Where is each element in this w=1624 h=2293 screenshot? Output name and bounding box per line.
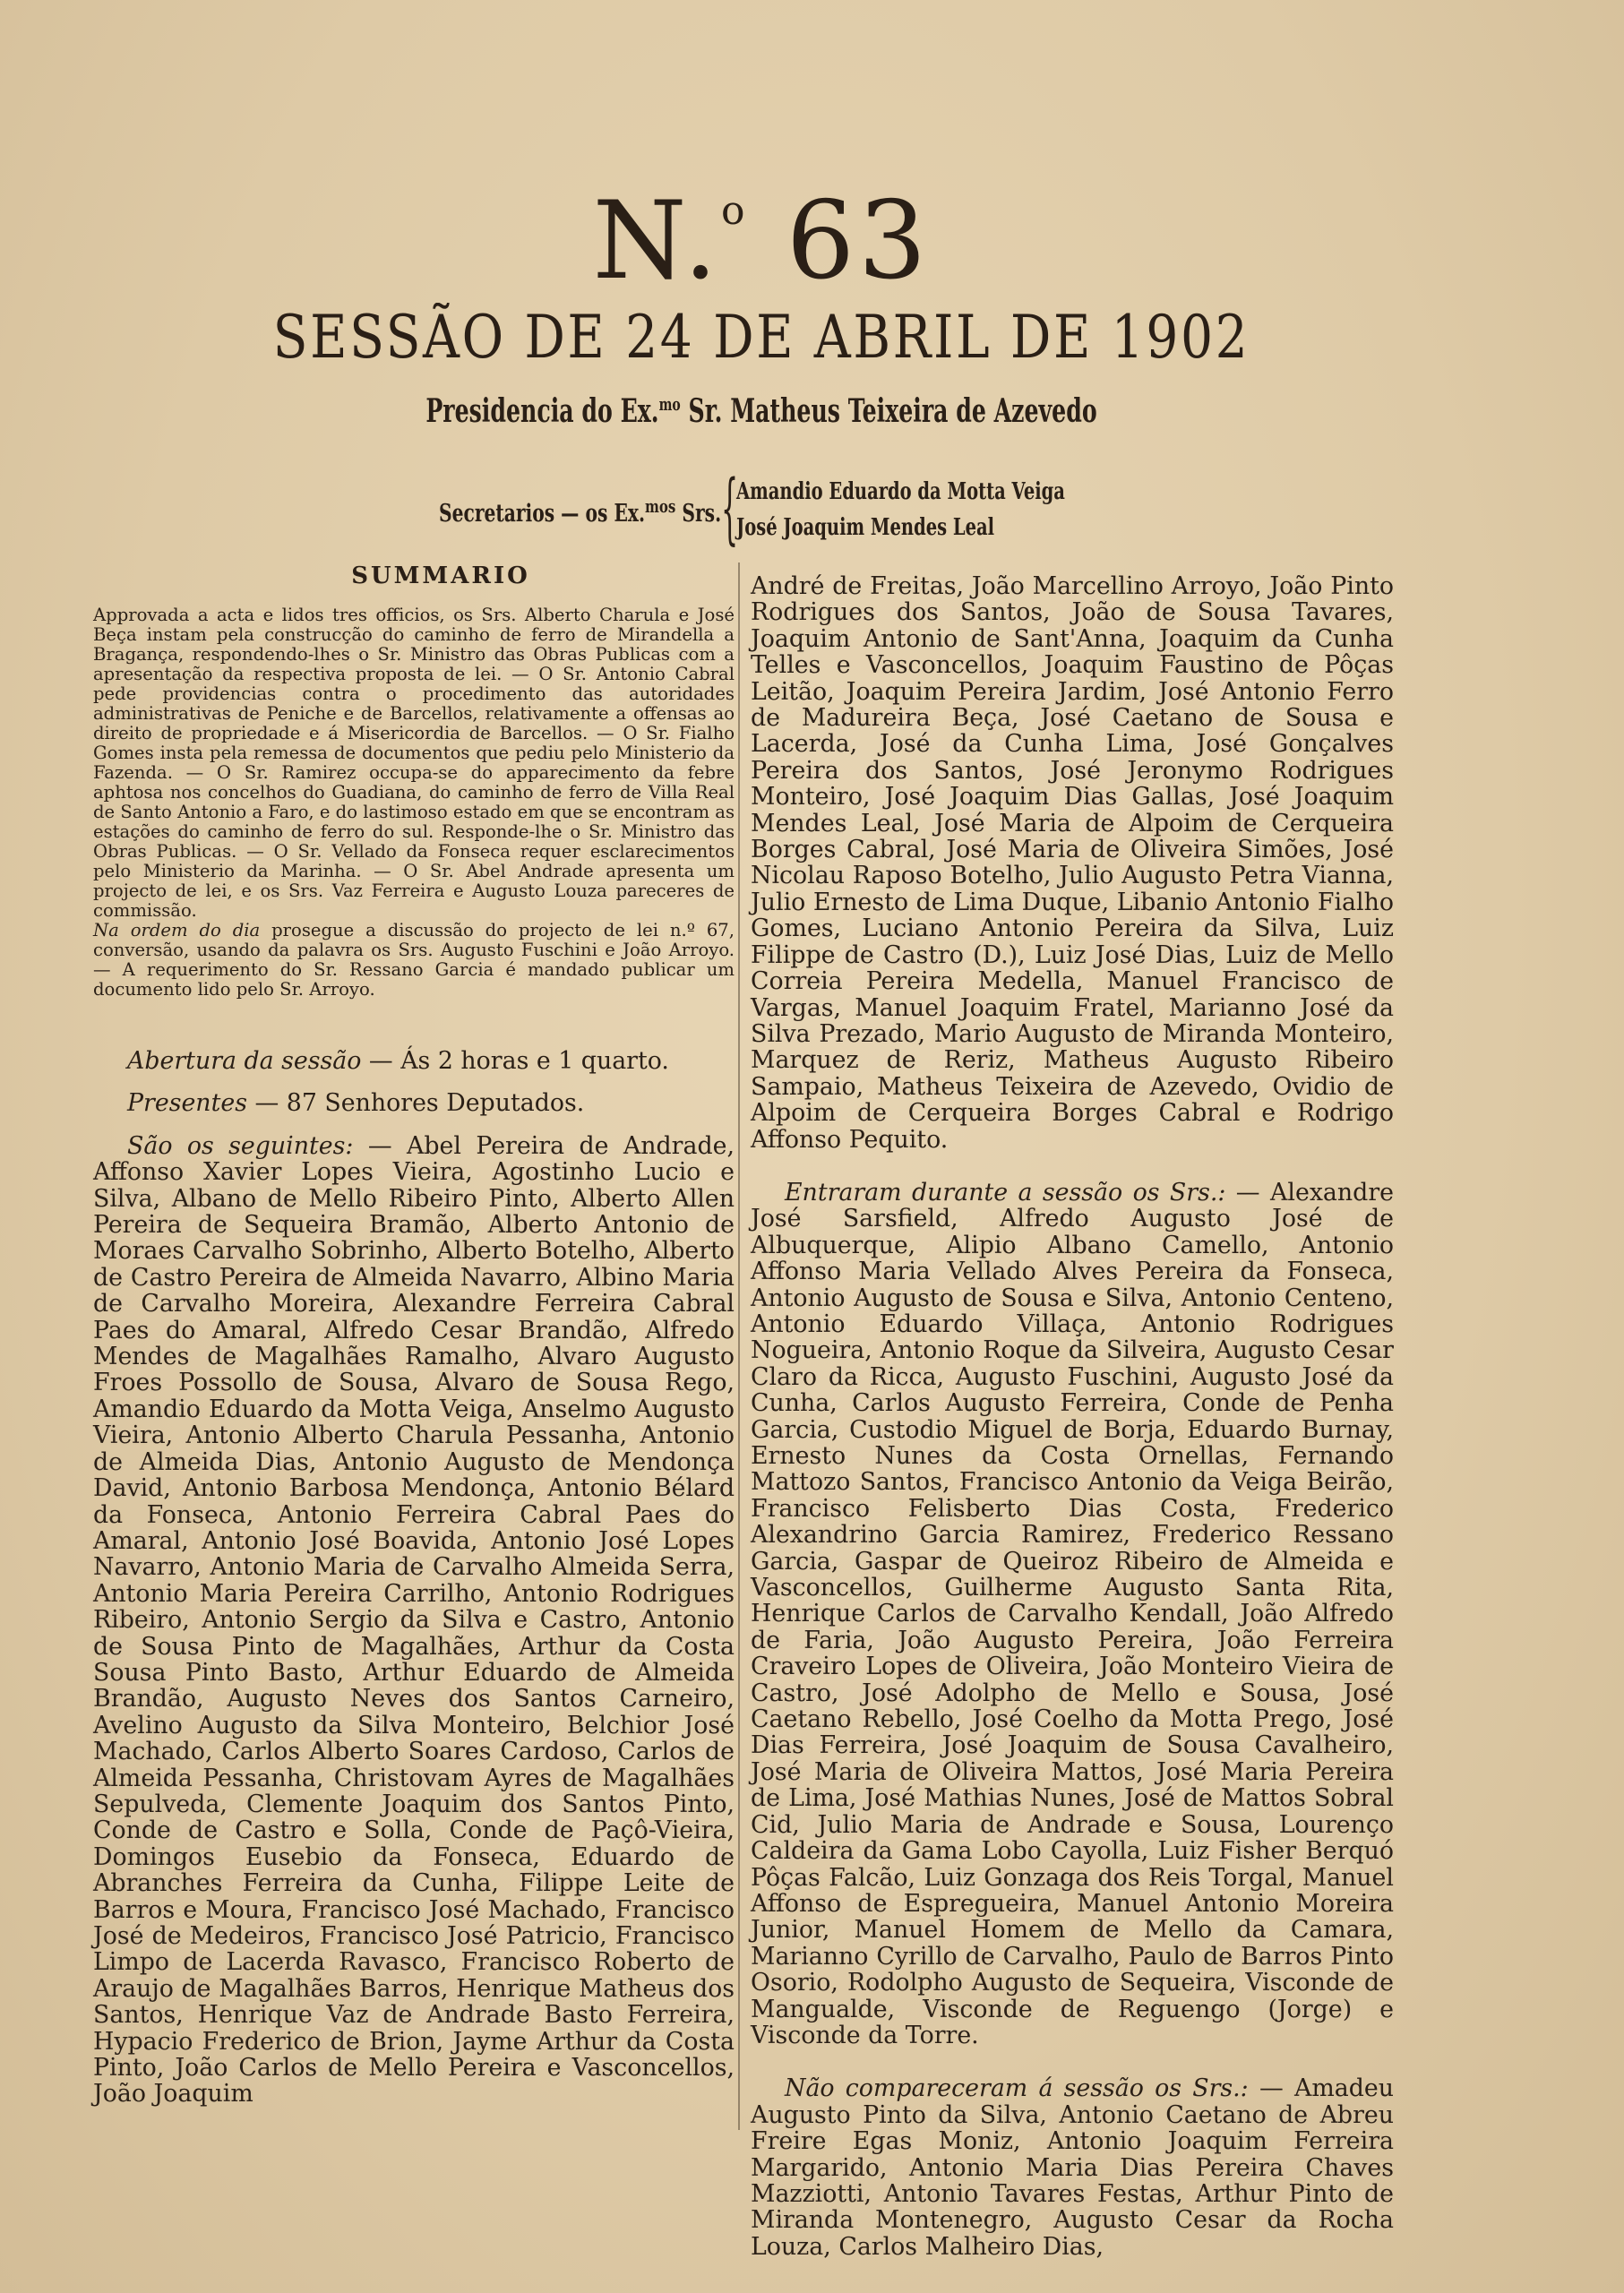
- nao-text: — Amadeu Augusto Pinto da Silva, Antonio Caetano de Abreu Freire Egas Moniz, Antonio Joaquim Ferreira Margarido, Antonio Maria Dias Pereira Chaves Mazziotti, Antonio Tavares Festas, Arthur Pinto de Miranda Montenegro, Augusto Cesar da Rocha Louza, Carlos Malheiro Dias,: [751, 2074, 1395, 2261]
- seguintes-text: — Abel Pereira de Andrade, Affonso Xavier Lopes Vieira, Agostinho Lucio e Silva, Albano de Mello Ribeiro Pinto, Alberto Allen Pereira de Sequeira Bramão, Alberto Antonio de Moraes Carvalho Sobrinho, Alberto Botelho, Alberto de Castro Pereira de Almeida Navarro, Albino Maria de Carvalho Moreira, Alexandre Ferreira Cabral Paes do Amaral, Alfredo Cesar Brandão, Alfredo Mendes de Magalhães Ramalho, Alvaro Augusto Froes Possollo de Sousa, Alvaro de Sousa Rego, Amandio Eduardo da Motta Veiga, Anselmo Augusto Vieira, Antonio Alberto Charula Pessanha, Antonio de Almeida Dias, Antonio Augusto de Mendonça David, Antonio Barbosa Mendonça, Antonio Bélard da Fonseca, Antonio Ferreira Cabral Paes do Amaral, Antonio José Boavida, Antonio José Lopes Navarro, Antonio Maria de Carvalho Almeida Serra, Antonio Maria Pereira Carrilho, Antonio Rodrigues Ribeiro, Antonio Sergio da Silva e Castro, Antonio de Sousa Pinto de Magalhães, Arthur da Costa Sousa Pinto Basto, Arthur Eduardo de Almeida Brandão, Augusto Neves dos Santos Carneiro, Avelino Augusto da Silva Monteiro, Belchior José Machado, Carlos Alberto Soares Cardoso, Carlos de Almeida Pessanha, Christovam Ayres de Magalhães Sepulveda, Clemente Joaquim dos Santos Pinto, Conde de Castro e Solla, Conde de Paçô-Vieira, Domingos Eusebio da Fonseca, Eduardo de Abranches Ferreira da Cunha, Filippe Leite de Barros e Moura, Francisco José Machado, Francisco José de Medeiros, Francisco José Patricio, Francisco Limpo de Lacerda Ravasco, Francisco Roberto de Araujo de Magalhães Barros, Henrique Matheus dos Santos, Henrique Vaz de Andrade Basto Ferreira, Hypacio Frederico de Brion, Jayme Arthur da Costa Pinto, João Carlos de Mello Pereira e Vasconcellos, João Joaquim: [93, 1131, 735, 2108]
- abertura-text: — Ás 2 horas e 1 quarto.: [361, 1047, 669, 1075]
- secretarios-suffix: Srs.: [675, 500, 722, 528]
- order-label: Na ordem do dia: [93, 920, 261, 940]
- session-title: SESSÃO DE 24 DE ABRIL DE 1902: [272, 303, 1250, 372]
- secretarios-prefix: Secretarios — os Ex.: [439, 500, 646, 528]
- order-of-day: [93, 921, 735, 1000]
- secretario-1: Amandio Eduardo da Motta Veiga: [736, 478, 1065, 505]
- right-column: [751, 573, 1394, 2260]
- column-divider: [738, 563, 740, 2130]
- summary-body: Approvada a acta e lidos tres officios, os Srs. Alberto Charula e José Beça instam pela construcção do caminho de ferro de Mirandella a Bragança, respondendo-lhes o Sr. Ministro das Obras Publicas com a apresentação da respectiva proposta de lei. — O Sr. Antonio Cabral pede providencias contra o procedimento das autoridades administrativas de Peniche e de Barcellos, relativamente a offensas ao direito de propriedade e á Misericordia de Barcellos. — O Sr. Fialho Gomes insta pela remessa de documentos que pediu pelo Ministerio da Fazenda. — O Sr. Ramirez occupa-se do apparecimento da febre aphtosa nos concelhos do Guadiana, do caminho de ferro de Villa Real de Santo Antonio a Faro, e do lastimoso estado em que se encontram as estações do caminho de ferro do sul. Responde-lhe o Sr. Ministro das Obras Publicas. — O Sr. Vellado da Fonseca requer esclarecimentos pelo Ministerio da Marinha. — O Sr. Abel Andrade apresenta um projecto de lei, e os Srs. Vaz Ferreira e Augusto Louza pareceres de commissão.: [93, 605, 735, 921]
- abertura-paragraph: [93, 1048, 735, 1074]
- nao-compareceram-paragraph: [751, 2075, 1394, 2260]
- presidencia-suffix: Sr. Matheus Teixeira de Azevedo: [680, 392, 1097, 430]
- left-column: [93, 563, 735, 2108]
- secretarios-label: [439, 495, 721, 528]
- presidencia-prefix: Presidencia do Ex.: [425, 392, 659, 430]
- seguintes-continued: André de Freitas, João Marcellino Arroyo, João Pinto Rodrigues dos Santos, João de Sousa Tavares, Joaquim Antonio de Sant'Anna, Joaquim da Cunha Telles e Vasconcellos, Joaquim Faustino de Pôças Leitão, Joaquim Pereira Jardim, José Antonio Ferro de Madureira Beça, José Caetano de Sousa e Lacerda, José da Cunha Lima, José Gonçalves Pereira dos Santos, José Jeronymo Rodrigues Monteiro, José Joaquim Dias Gallas, José Joaquim Mendes Leal, José Maria de Alpoim de Cerqueira Borges Cabral, José Maria de Oliveira Simões, José Nicolau Raposo Botelho, Julio Augusto Petra Vianna, Julio Ernesto de Lima Duque, Libanio Antonio Fialho Gomes, Luciano Antonio Pereira da Silva, Luiz Filippe de Castro (D.), Luiz José Dias, Luiz de Mello Correia Pereira Medella, Manuel Francisco de Vargas, Manuel Joaquim Fratel, Marianno José da Silva Prezado, Mario Augusto de Miranda Monteiro, Marquez de Reriz, Matheus Augusto Ribeiro Sampaio, Matheus Teixeira de Azevedo, Ovidio de Alpoim de Cerqueira Borges Cabral e Rodrigo Affonso Pequito.: [751, 572, 1394, 1154]
- entraram-label: Entraram durante a sessão os Srs.:: [785, 1178, 1226, 1207]
- summary-title: SUMMARIO: [351, 563, 530, 589]
- order-text: prosegue a discussão do projecto de lei n.º 67, conversão, usando da palavra os Srs. Augusto Fuschini e João Arroyo. — A requerimento do Sr. Ressano Garcia é mandado publicar um documento lido pelo Sr. Arroyo.: [93, 920, 735, 1000]
- presidencia-line: [228, 392, 1294, 430]
- issue-number: [0, 179, 1523, 304]
- secretarios-sup: mos: [645, 495, 676, 517]
- presidencia-sup: mo: [658, 393, 681, 415]
- nao-label: Não compareceram á sessão os Srs.:: [785, 2074, 1249, 2103]
- brace-glyph: {: [721, 464, 739, 554]
- summary-text: [93, 605, 735, 921]
- presentes-text: — 87 Senhores Deputados.: [246, 1089, 585, 1118]
- presentes-paragraph: [93, 1090, 735, 1116]
- entraram-text: — Alexandre José Sarsfield, Alfredo Augusto José de Albuquerque, Alipio Albano Camello, Antonio Affonso Maria Vellado Alves Pereira da Fonseca, Antonio Augusto de Sousa e Silva, Antonio Centeno, Antonio Eduardo Villaça, Antonio Rodrigues Nogueira, Antonio Roque da Silveira, Augusto Cesar Claro da Ricca, Augusto Fuschini, Augusto José da Cunha, Carlos Augusto Ferreira, Conde de Penha Garcia, Custodio Miguel de Borja, Eduardo Burnay, Ernesto Nunes da Costa Ornellas, Fernando Mattozo Santos, Francisco Antonio da Veiga Beirão, Francisco Felisberto Dias Costa, Frederico Alexandrino Garcia Ramirez, Frederico Ressano Garcia, Gaspar de Queiroz Ribeiro de Almeida e Vasconcellos, Guilherme Augusto Santa Rita, Henrique Carlos de Carvalho Kendall, João Alfredo de Faria, João Augusto Pereira, João Ferreira Craveiro Lopes de Oliveira, João Monteiro Vieira de Castro, José Adolpho de Mello e Sousa, José Caetano Rebello, José Coelho da Motta Prego, José Dias Ferreira, José Joaquim de Sousa Cavalheiro, José Maria de Oliveira Mattos, José Maria Pereira de Lima, José Mathias Nunes, José de Mattos Sobral Cid, Julio Maria de Andrade e Sousa, Lourenço Caldeira da Gama Lobo Cayolla, Luiz Fisher Berquó Pôças Falcão, Luiz Gonzaga dos Reis Torgal, Manuel Affonso de Espregueira, Manuel Antonio Moreira Junior, Manuel Homem de Mello da Camara, Marianno Cyrillo de Carvalho, Paulo de Barros Pinto Osorio, Rodolpho Augusto de Sequeira, Visconde de Mangualde, Visconde de Reguengo (Jorge) e Visconde da Torre.: [751, 1178, 1394, 2049]
- seguintes-paragraph: [93, 1133, 735, 2108]
- issue-number-prefix: N.: [592, 179, 722, 304]
- presentes-label: Presentes: [127, 1089, 247, 1118]
- secretario-2: José Joaquim Mendes Leal: [736, 514, 995, 541]
- issue-number-value: 63: [786, 179, 931, 304]
- abertura-label: Abertura da sessão: [127, 1047, 362, 1075]
- issue-number-sup: o: [721, 188, 749, 234]
- seguintes-label: São os seguintes:: [127, 1131, 354, 1160]
- entraram-paragraph: [751, 1180, 1394, 2048]
- secretarios-block: [421, 464, 1138, 554]
- secretarios-names: [736, 474, 1065, 545]
